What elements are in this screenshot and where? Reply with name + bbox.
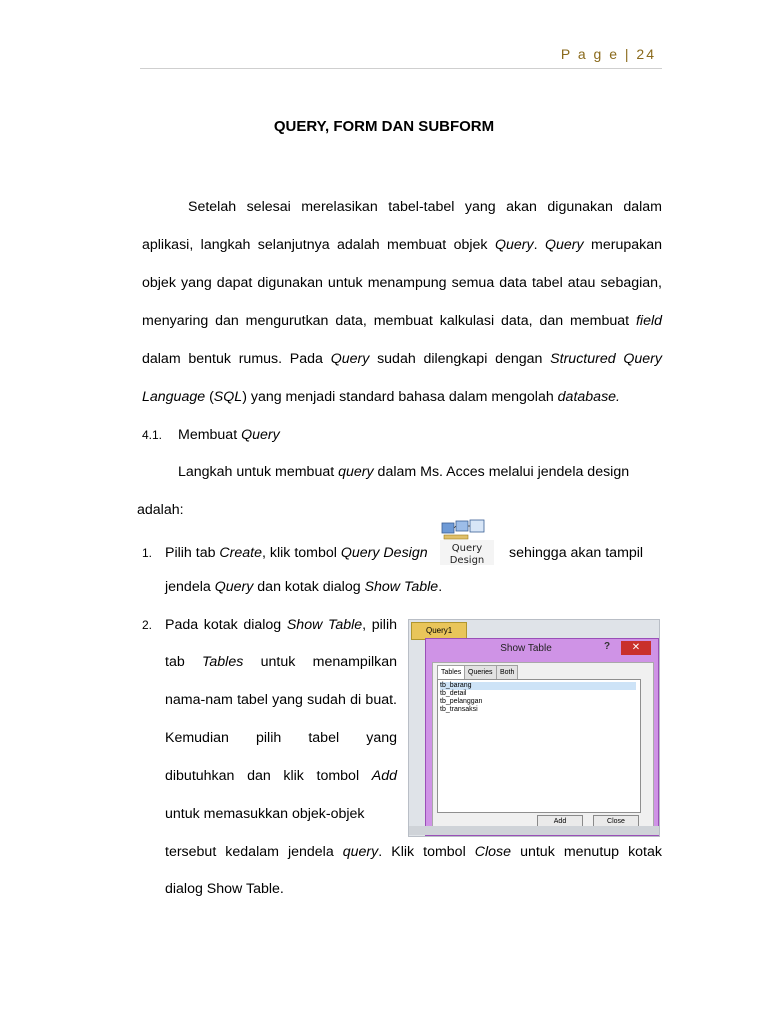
horizontal-scrollbar[interactable] <box>409 826 659 835</box>
step-1-line-1-end: sehingga akan tampil <box>509 545 644 561</box>
section-heading: Membuat Query <box>178 427 280 443</box>
tab-queries[interactable]: Queries <box>464 665 497 680</box>
dialog-title: Show Table <box>500 643 552 654</box>
close-button[interactable]: Close <box>593 815 639 829</box>
step-1-line-1: Pilih tab Create, klik tombol Query Design <box>165 545 428 561</box>
step-1-number: 1. <box>142 546 153 560</box>
intro-line-3: objek yang dapat digunakan untuk menampung semua data tabel atau sebagian, <box>142 275 662 291</box>
query1-tab: Query1 <box>411 622 467 640</box>
svg-text:Design: Design <box>449 555 485 566</box>
show-table-dialog <box>425 638 659 836</box>
step-2-number: 2. <box>142 618 153 632</box>
list-item[interactable]: tb_barang <box>440 682 636 690</box>
step-2-line-1: Pada kotak dialog Show Table, pilih <box>165 617 397 633</box>
step-2-line-5: dibutuhkan dan klik tombol Add <box>165 768 397 784</box>
page-number: P a g e | 24 <box>560 46 656 62</box>
svg-text:Query: Query <box>451 543 483 554</box>
lead-line-2: adalah: <box>137 502 184 518</box>
step-2-line-8: dialog Show Table. <box>165 881 284 897</box>
intro-line-6: Language (SQL) yang menjadi standard bahasa dalam mengolah database. <box>142 389 620 405</box>
step-2-line-6: untuk memasukkan objek-objek <box>165 806 365 822</box>
close-icon[interactable]: ✕ <box>621 641 651 655</box>
intro-line-5: dalam bentuk rumus. Pada Query sudah dilengkapi dengan Structured Query <box>142 351 662 367</box>
header-rule <box>140 68 662 69</box>
lead-line-1: Langkah untuk membuat query dalam Ms. Acces melalui jendela design <box>178 464 630 480</box>
step-2-line-3: nama-nam tabel yang sudah di buat. <box>165 692 397 708</box>
add-button[interactable]: Add <box>537 815 583 829</box>
help-icon[interactable]: ? <box>604 641 611 652</box>
dialog-body <box>432 662 654 832</box>
table-list[interactable] <box>437 679 641 813</box>
list-item[interactable]: tb_pelanggan <box>440 698 483 705</box>
tab-tables[interactable]: Tables <box>437 665 465 680</box>
step-2-line-2: tab Tables untuk menampilkan <box>165 654 397 670</box>
section-number: 4.1. <box>142 428 163 442</box>
page-title: QUERY, FORM DAN SUBFORM <box>273 118 495 135</box>
query-design-icon <box>436 519 498 569</box>
intro-line-2: aplikasi, langkah selanjutnya adalah membuat objek Query. Query merupakan <box>142 237 662 253</box>
intro-line-4: menyaring dan mengurutkan data, membuat kalkulasi data, dan membuat field <box>142 313 662 329</box>
show-table-screenshot <box>408 619 660 837</box>
list-item[interactable]: tb_transaksi <box>440 706 478 713</box>
step-2-line-4: Kemudian pilih tabel yang <box>165 730 397 746</box>
step-1-line-2: jendela Query dan kotak dialog Show Table. <box>165 579 443 595</box>
step-2-line-7: tersebut kedalam jendela query. Klik tombol Close untuk menutup kotak <box>165 844 662 860</box>
intro-line-1: Setelah selesai merelasikan tabel-tabel yang akan digunakan dalam <box>188 199 662 215</box>
tab-both[interactable]: Both <box>496 665 518 680</box>
list-item[interactable]: tb_detail <box>440 690 467 697</box>
